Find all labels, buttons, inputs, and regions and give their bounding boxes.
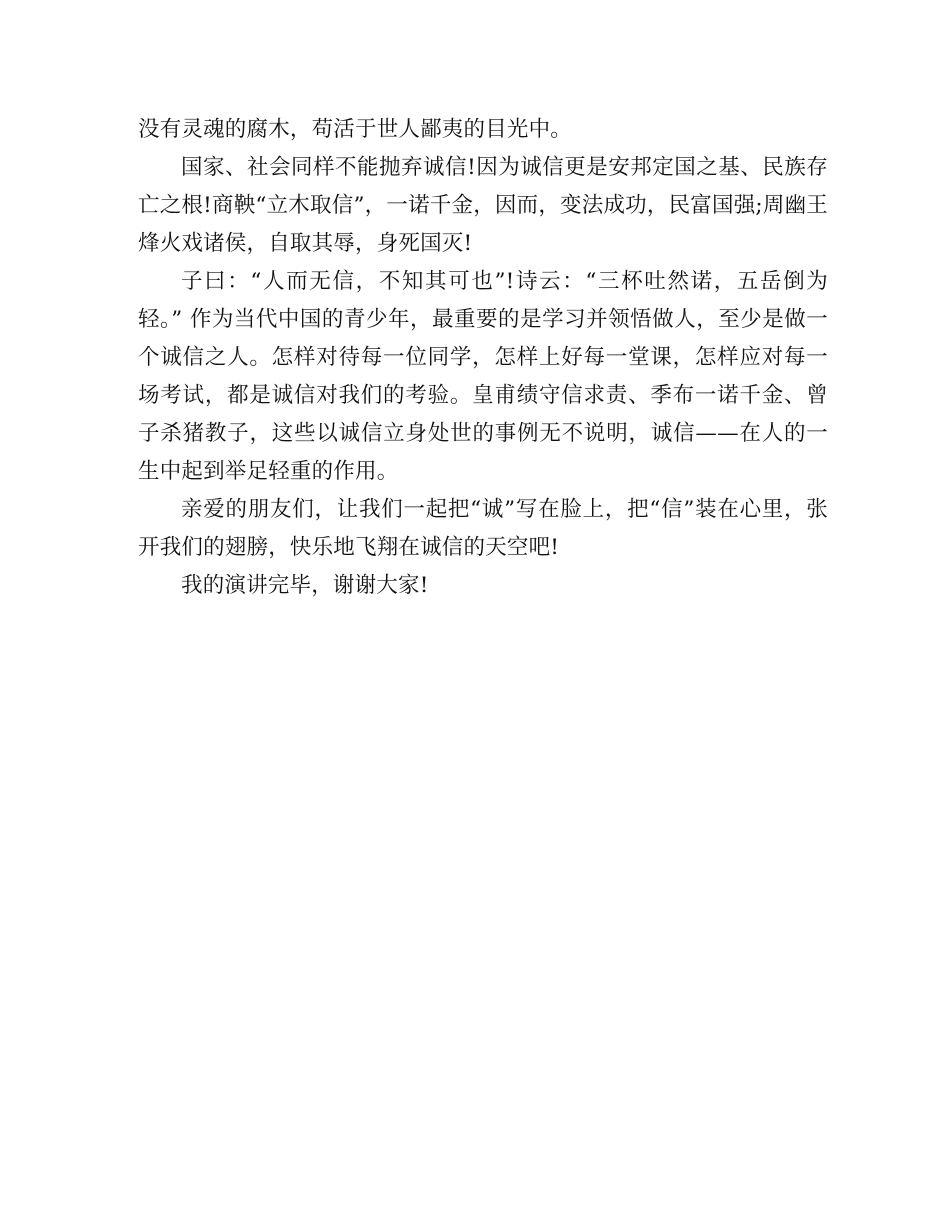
paragraph-1: 没有灵魂的腐木，苟活于世人鄙夷的目光中。 <box>138 117 573 142</box>
paragraph-5: 我的演讲完毕，谢谢大家! <box>181 573 429 598</box>
paragraph-2: 国家、社会同样不能抛弃诚信!因为诚信更是安邦定国之基、民族存亡之根!商鞅“立木取信”，一诺千金，因而，变法成功，民富国强;周幽王烽火戏诸侯，自取其辱，身死国灭! <box>138 155 828 256</box>
paragraph-3: 子曰：“人而无信，不知其可也”!诗云：“三杯吐然诺，五岳倒为轻。” 作为当代中国的青少年，最重要的是学习并领悟做人，至少是做一个诚信之人。怎样对待每一位同学，怎样上好每一堂课，怎样应对每一场考试，都是诚信对我们的考验。皇甫绩守信求责、季布一诺千金、曾子杀猪教子，这些以诚信立身处世的事例无不说明，诚信——在人的一生中起到举足轻重的作用。 <box>138 269 828 484</box>
document-body <box>138 111 828 605</box>
paragraph-4: 亲爱的朋友们，让我们一起把“诚”写在脸上，把“信”装在心里，张开我们的翅膀，快乐地飞翔在诚信的天空吧! <box>138 497 828 560</box>
